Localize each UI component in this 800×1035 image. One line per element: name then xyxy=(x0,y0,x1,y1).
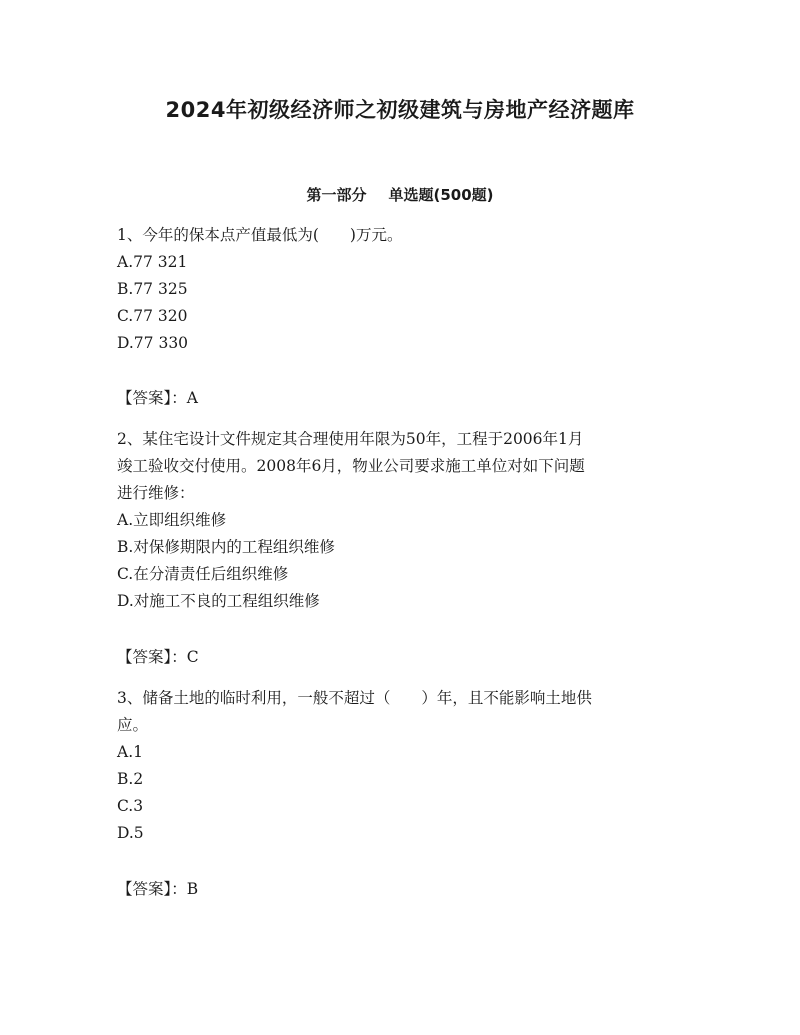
section-name: 单选题(500题) xyxy=(388,186,494,204)
option-a: A.1 xyxy=(117,743,143,761)
question-1 xyxy=(117,222,687,357)
option-d: D.77 330 xyxy=(117,334,189,352)
answer-1 xyxy=(117,385,198,412)
option-a: A.77 321 xyxy=(117,253,188,271)
question-stem: 1、今年的保本点产值最低为( )万元。 xyxy=(117,226,403,244)
answer-3 xyxy=(117,876,198,903)
option-d: D.对施工不良的工程组织维修 xyxy=(117,592,320,610)
option-b: B.77 325 xyxy=(117,280,188,298)
option-d: D.5 xyxy=(117,824,144,842)
question-3 xyxy=(117,685,687,847)
question-stem-line: 竣工验收交付使用。2008年6月，物业公司要求施工单位对如下问题 xyxy=(117,457,585,475)
answer-value: B xyxy=(186,880,199,898)
answer-2 xyxy=(117,644,199,671)
answer-label: 【答案】： xyxy=(117,880,187,898)
option-b: B.2 xyxy=(117,770,144,788)
question-stem-line: 应。 xyxy=(117,716,149,734)
answer-value: A xyxy=(186,389,198,407)
section-part: 第一部分 xyxy=(306,186,367,204)
answer-value: C xyxy=(186,648,199,666)
question-2 xyxy=(117,426,687,615)
question-stem-line: 2、某住宅设计文件规定其合理使用年限为50年，工程于2006年1月 xyxy=(117,430,584,448)
option-b: B.对保修期限内的工程组织维修 xyxy=(117,538,335,556)
option-a: A.立即组织维修 xyxy=(117,511,227,529)
option-c: C.3 xyxy=(117,797,144,815)
document-title: 2024年初级经济师之初级建筑与房地产经济题库 xyxy=(165,98,635,122)
answer-label: 【答案】： xyxy=(117,389,187,407)
option-c: C.77 320 xyxy=(117,307,188,325)
question-stem-line: 进行维修： xyxy=(117,484,195,502)
option-c: C.在分清责任后组织维修 xyxy=(117,565,289,583)
question-stem-line: 3、储备土地的临时利用，一般不超过（ ）年，且不能影响土地供 xyxy=(117,689,592,707)
section-heading xyxy=(0,184,800,205)
answer-label: 【答案】： xyxy=(117,648,187,666)
